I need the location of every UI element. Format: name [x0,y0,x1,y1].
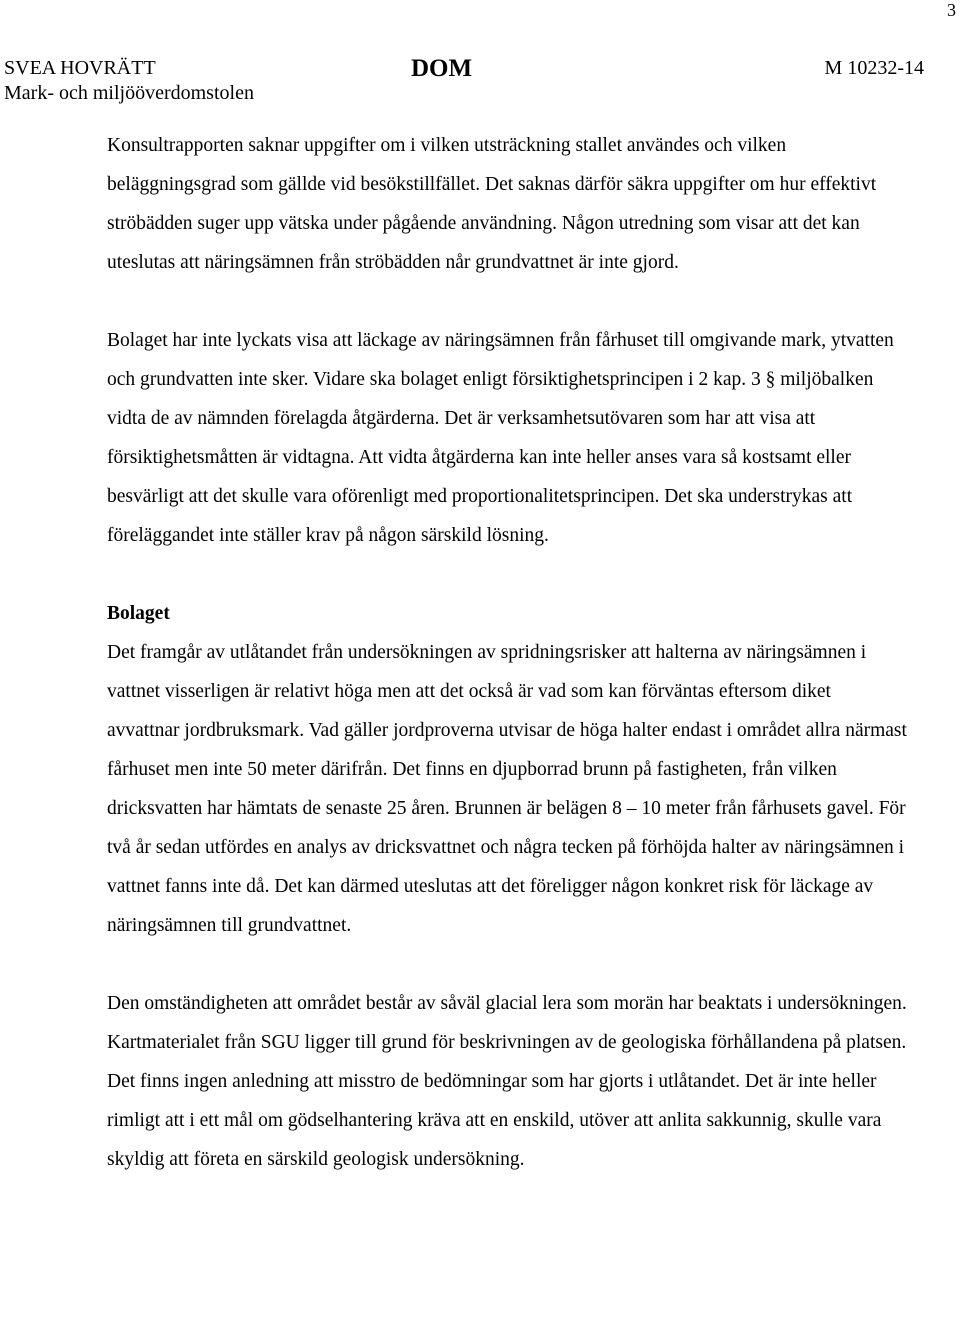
court-division: Mark- och miljööverdomstolen [4,82,254,104]
case-number: M 10232-14 [824,57,924,79]
document-type: DOM [411,55,473,82]
paragraph: Den omständigheten att området består av såväl glacial lera som morän har beaktats i undersökningen. Kartmaterialet från SGU ligger till grund för beskrivningen av de geologiska förhållandena på platsen. Det finns ingen anledning att misstro de bedömningar som har gjorts i utlåtandet. Det är inte heller rimligt att i ett mål om gödselhantering kräva att en enskild, utöver att anlita sakkunnig, skulle vara skyldig att företa en särskild geologisk undersökning. [107,993,907,1170]
document-header [4,56,924,106]
paragraph: Det framgår av utlåtandet från undersökningen av spridningsrisker att halterna av näringsämnen i vattnet visserligen är relativt höga men att det också är vad som kan förväntas eftersom diket avvattnar jordbruksmark. Vad gäller jordproverna utvisar de höga halter endast i området allra närmast fårhuset men inte 50 meter därifrån. Det finns en djupborrad brunn på fastigheten, från vilken dricksvatten har hämtats de senaste 25 åren. Brunnen är belägen 8 – 10 meter från fårhusets gavel. För två år sedan utfördes en analys av dricksvattnet och några tecken på förhöjda halter av näringsämnen i vattnet fanns inte då. Det kan därmed uteslutas att det föreligger någon konkret risk för läckage av näringsämnen till grundvattnet. [107,642,907,936]
page-number: 3 [947,0,956,20]
document-body [107,126,907,1179]
paragraph: Konsultrapporten saknar uppgifter om i vilken utsträckning stallet användes och vilken beläggningsgrad som gällde vid besökstillfället. Det saknas därför säkra uppgifter om hur effektivt ströbädden suger upp vätska under pågående användning. Någon utredning som visar att det kan uteslutas att näringsämnen från ströbädden når grundvattnet är inte gjord. [107,135,877,273]
court-name: SVEA HOVRÄTT [4,57,156,79]
section-heading: Bolaget [107,603,170,624]
paragraph: Bolaget har inte lyckats visa att läckage av näringsämnen från fårhuset till omgivande mark, ytvatten och grundvatten inte sker. Vidare ska bolaget enligt försiktighetsprincipen i 2 kap. 3 § miljöbalken vidta de av nämnden förelagda åtgärderna. Det är verksamhetsutövaren som har att visa att försiktighetsmåtten är vidtagna. Att vidta åtgärderna kan inte heller anses vara så kostsamt eller besvärligt att det skulle vara oförenligt med proportionalitetsprincipen. Det ska understrykas att föreläggandet inte ställer krav på någon särskild lösning. [107,330,894,546]
